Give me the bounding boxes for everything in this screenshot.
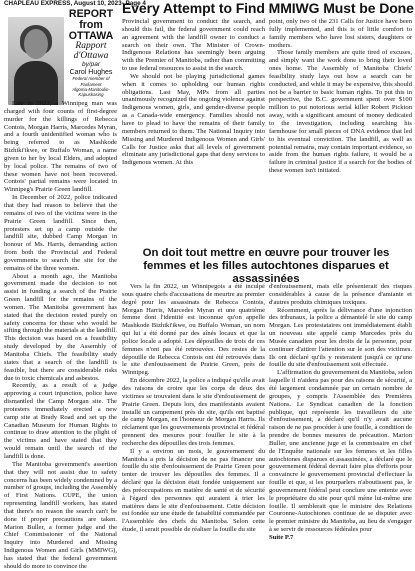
left-paragraph: The Manitoba government's assertion that they will not assist due to safety concerns has been widely condemned by a number of groups, including the Assembly of First Nations. CUPE, the union representing landfill workers, has stated that there's no reason the search can't be done if proper precautions are taken. Marion Buller, a former judge and the Chief Commissioner of the National Inquiry into Murdered and Missing Indigenous Women and Girls (MMIWG), has stated that the federal government should do more to convince the <box>4 460 117 570</box>
french-paragraph: L'affirmation du gouvernement du Manitoba, selon laquelle il n'aidera pas pour des raisons de sécurité, a été largement condamnée par un certain nombre de groupes, y compris l'Assemblée des Premières Nations. Le Syndicat canadien de la fonction publique, qui représente les travailleurs du site d'enfouissement, a déclaré qu'il n'y avait aucune raison de ne pas procéder à une fouille, à condition de prendre de bonnes mesures de précaution. Marion Buller, une ancienne juge et la commissaire en chef de l'Enquête nationale sur les femmes et les filles autochtones disparues et assassinées, a déclaré que le gouvernement fédéral devrait faire plus d'efforts pour convaincre le gouvernement provincial d'effectuer la fouille et que, si les pourparlers n'aboutissent pas, le gouvernement fédéral peut conclure une entente avec le propriétaire du site pour qu'il mène lui-même une fouille. Il semblerait que le ministre des Relations Couronne-Autochtones continue de se disputer avec le premier ministre du Manitoba, au lieu de s'engager à se servir de ressources fédérales pour <box>269 369 412 534</box>
french-paragraph: d'enfouissement, mais elle présenterait des risques considérables à cause de la présence d'amiante et d'autres produits chimiques toxiques. <box>269 283 412 306</box>
column-title <box>62 9 120 98</box>
page-header: CHAPLEAU EXPRESS, August 10, 2023- Page 4 <box>4 0 146 7</box>
english-paragraph: We should not be playing jurisdictional games when it comes to upholding our human rights obligations. Last May, MPs from all parties unanimously recognized the ongoing violence against Indigenous women, girls, and gender-diverse people as a Canada-wide emergency. Families should not have to plead to have the remains of their family members returned to them. The National Inquiry into Missing and Murdered Indigenous Women and Girls' Calls for Justice asks that all levels of government eliminate any jurisdictional gaps that deny services to Indigenous women. At this <box>122 72 265 167</box>
french-paragraph: Vers la fin 2022, un Winnipegois a été inculpé sous quatre chefs d'accusations de meurtre au premier degré pour les assassinats de Rebecca Contois, Morgan Harris, Marcedes Myran et une quatrième femme dont l'identité est inconnue qu'on appelle Mashkode Bizhiki'ikwe, ou Buffalo Woman, un nom qui lui a été donné par des aînés locaux et que la police locale a adopté. Les dépouilles de trois de ces femmes n'ont pas été retrouvées. Des restes de la dépouille de Rebecca Contois ont été retrouvés dans le site d'enfouissement de Prairie Green, près de Winnipeg. <box>122 283 265 377</box>
byline-prefix: by/par <box>81 61 101 69</box>
english-paragraph: point, only two of the 231 Calls for Justice have been fully implemented, and this is of little comfort to family members who have lost sisters, daughters or mothers. <box>269 18 412 49</box>
french-col-1 <box>122 283 265 534</box>
english-headline: Every Attempt to Find MMIWG Must be Done <box>122 0 414 16</box>
french-paragraph: En décembre 2022, la police a indiqué qu'elle avait des raisons de croire que les corps de deux des victimes se trouvaient dans le site d'enfouissement de Prairie Green. Depuis lors, des manifestants avaient installé un campement près du site, qu'ils ont baptisé de camp Morgan, en l'honneur de Morgan Harris. Ils réclament que les gouvernements provincial et fédéral prennent des mesures pour fouiller le site à la recherche des dépouilles des trois femmes. <box>122 377 265 447</box>
left-paragraph: Recently, as a result of a judge approving a court injunction, police have dismantled the Camp Morgan site. The protesters immediately erected a new camp site at Brady Road and set up the Canadian Museum for Human Rights to continue to draw attention to the plight of the victims and have stated that they would remain until the search of the landfill is done. <box>4 382 117 460</box>
column-title-dottawa: d'Ottawa <box>73 51 109 62</box>
english-paragraph: Provincial government to conduct the search, and should this fail, the federal government could reach an agreement with the landfill owner to conduct a search on their own. The Minister of Crown-Indigenous Relations has seemingly been arguing with the Premier of Manitoba, rather than committing to use federal resources to assist in the search. <box>122 18 265 73</box>
left-paragraph: About a month ago, the Manitoba government made the decision to not assist in funding a search of the Prairie Green landfill for the remains of the women. The Manitoba government has stated that the decision rested purely on safety concerns for those who would be sifting through the materials at the landfill. This decision was based on a feasibility study developed by the Assembly of Manitoba Chiefs. The feasibility study states that a search of the landfill is feasible, but there are considerable risks due to toxic chemicals and asbestos. <box>4 272 117 382</box>
author-role-en: Federal member of Parliament <box>72 76 110 87</box>
column-title-rapport: Rapport <box>75 41 107 52</box>
author-role-fr: Algoma-Manitoulin-Kapuskasing <box>72 86 110 98</box>
left-paragraph: Late in 2022, a Winnipeg man was charged with four counts of first-degree murder for the killings of Rebecca Contois, Morgan Harris, Marcedes Myran, and a fourth unidentified woman who is being referred to as Mashkode Bizhiki'ikwe, or Buffalo Woman, a name given to her by local Elders, and adopted by local police. The remains of two of these women have not been recovered. Contois' partial remains were located in Winnipeg's Prairie Green landfill. <box>4 100 117 194</box>
english-col-1 <box>122 18 265 167</box>
french-paragraph: Récemment, après la délivrance d'une injonction des tribunaux, la police a démantelé le site du camp Morgan. Les protestataires ont immédiatement établi un nouveau site appelé camp Marcedes près du Musée canadien pour les droits de la personne, pour continuer d'attirer l'attention sur le sort des victimes. Ils ont déclaré qu'ils y resteraient jusqu'à ce qu'une fouille du site d'enfouissement soit effectuée. <box>269 306 412 369</box>
left-paragraph: In December of 2022, police indicated that they had reason to believe that the remains of two of the victims were in the Prairie Green landfill. Since then, protesters set up a camp outside the landfill site, dubbed Camp Morgan in honour of Ms. Harris, demanding action from both the Provincial and Federal governments to search the site for the remains of the three women. <box>4 194 117 272</box>
author-name: Carol Hughes <box>69 69 113 77</box>
left-column-text <box>4 100 117 571</box>
column-title-report: REPORT <box>68 8 114 20</box>
french-paragraph: Il y a environ un mois, le gouvernement du Manitoba a pris la décision de ne pas financer une fouille du site d'enfouissement de Prairie Green pour tenter de trouver les dépouilles des femmes. Il a déclaré que la décision était fondée uniquement sur des préoccupations en matière de santé et de sécurité à l'égard des personnes qui auraient à trier les matières dans le site d'enfouissement. Cette décision est fondée sur une étude de faisabilité commandée par l'Assemblée des chefs du Manitoba. Selon cette étude, il serait possible de réaliser la fouille du site <box>122 447 265 534</box>
author-photo <box>8 17 64 105</box>
english-paragraph: Those family members are quite tired of excuses, and simply want the work done to bring their loved ones home. The Assembly of Manitoba Chiefs' feasibility study lays out how a search can be conducted, and while it may be expensive, this should not be a barrier to basic human rights. To put this in perspective, the B.C. government spent over $100 million to put notorious serial killer Robert Pickton away, with a significant amount of money dedicated to the investigation, including searching his farmhouse for small pieces of DNA evidence that led to his eventual conviction. The landfill, as well as potential remains, may contain important evidence, so aside from the human rights failure, it would be a failure in criminal justice if a search for the bodies of these women isn't initiated. <box>269 49 412 175</box>
column-title-from-ottawa: from OTTAWA <box>68 19 114 43</box>
french-col-2 <box>269 283 412 542</box>
french-headline: On doit tout mettre en œuvre pour trouver les femmes et les filles autochtones disparues et assassinées <box>142 247 390 285</box>
english-col-2 <box>269 18 412 175</box>
continued-marker[interactable]: Suite P.7 <box>269 534 294 541</box>
